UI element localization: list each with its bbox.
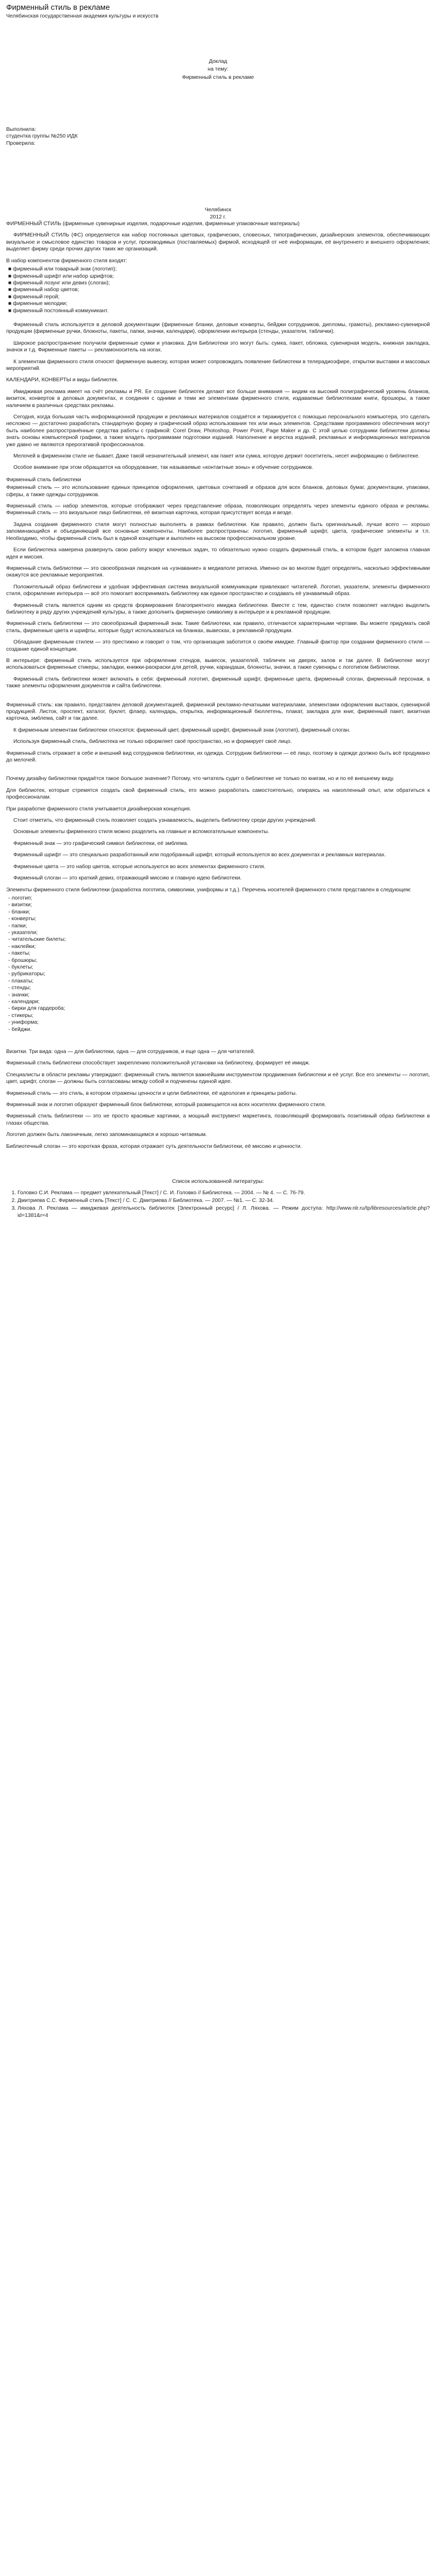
section2-paragraph: Фирменный стиль библиотеки — это своеобразная лицензия на «узнавание» в медиаполе региона. Именно он во многом будет определять, насколько эффективными окажутся все рекламные мероприятия. — [6, 565, 430, 579]
section3-paragraph: Основные элементы фирменного стиля можно разделить на главные и вспомогательные компоненты. — [13, 829, 270, 835]
document-page — [0, 0, 436, 1261]
carriers-intro: Элементы фирменного стиля библиотеки (разработка логотипа, символики, униформы и т.д.). Перечень носителей фирменного стиля представлен в следующем: — [6, 887, 412, 893]
body-paragraph: Сегодня, когда большая часть информационной продукции и рекламных материалов создаётся и тиражируется с помощью персонального компьютера, это сделать несложно — достаточно разработать стандартную форму и графический образ использования тех или иных элементов. Средствами программного обеспечения могут быть наиболее распространённые средства работы с графикой: Corel Draw, Photoshop, Power Point, Page Maker и др. С этой целью сотрудники библиотеки должны знать основы компьютерной графики, а также владеть программами подготовки изданий. Наполнение и верстка изданий, рекламных и информационных материалов уже давно не являются прерогативой профессионалов. — [6, 414, 430, 448]
body-paragraph: КАЛЕНДАРИ, КОНВЕРТЫ и виды библиотек. — [6, 377, 118, 383]
list-item: - бейджи. — [8, 1026, 32, 1032]
body-paragraph: Особое внимание при этом обращается на оборудование, так называемые «контактные зоны» и обучение сотрудников. — [13, 465, 313, 471]
city-year-block — [6, 207, 430, 221]
list-item: - плакаты; — [8, 978, 34, 984]
section3-paragraph: Фирменные цвета — это набор цветов, которые используются во всех элементах фирменного стиля. — [13, 863, 266, 870]
closing-paragraph: Библиотечный слоган — это короткая фраза, которая отражает суть деятельности библиотеки, её миссию и ценности. — [6, 1143, 302, 1149]
list-item: - наклейки; — [8, 943, 36, 950]
list-item: - конверты; — [8, 916, 37, 922]
list-item: ■ фирменный постоянный коммуникант. — [8, 308, 109, 314]
closing-paragraph: Фирменный стиль библиотеки — это не просто красивые картинки, а мощный инструмент маркетинга, позволяющий формировать позитивный образ библиотеки в глазах общества. — [6, 1113, 430, 1126]
closing-paragraph: Специалисты в области рекламы утверждают: фирменный стиль является важнейшим инструментом продвижения библиотеки и её услуг. Все его элементы — логотип, цвет, шрифт, слоган — должны быть согласованы между собой и подчинены единой идее. — [6, 1072, 430, 1085]
list-item: - папки; — [8, 923, 27, 929]
list-item: ■ фирменный лозунг или девиз (слоган); — [8, 280, 110, 286]
city: Челябинск — [204, 207, 232, 213]
section3-paragraph: Фирменный знак — это графический символ библиотеки, её эмблема. — [13, 840, 188, 846]
performed-by: студентка группы №250 ИДК — [6, 133, 78, 140]
section2-paragraph: Фирменный стиль — это использование единых принципов оформления, цветовых сочетаний и образов для всех бланков, деловых бумаг, документации, упаковки, сферы, а также одежды сотрудников. — [6, 485, 430, 498]
list-item: - стенды; — [8, 985, 31, 991]
doc-type: Доклад — [208, 58, 228, 64]
list-item: - брошюры; — [8, 957, 38, 963]
section2-paragraph: В интерьере: фирменный стиль используется при оформлении стендов, вывесок, указателей, табличек на дверях, залов и так далее. В библиотеке могут использоваться фирменные стикеры, закладки, книжки-раскраски для детей, ручки, карандаши, блокноты, значки, а также сувениры с логотипом библиотеки. — [6, 657, 430, 671]
section3-paragraph: Для библиотек, которые стремятся создать свой фирменный стиль, его можно разработать самостоятельно, опираясь на накопленный опыт, или обратиться к профессионалам. — [6, 787, 430, 801]
section2-paragraph: Фирменный стиль — набор элементов, которые отображают через представление образа, позволяющих определять через элементы единого образа и рекламы. Фирменный стиль — это визуальное лицо библиотеки, её визитная карточка, которая присутствует всегда и везде. — [6, 503, 430, 516]
performed-label: Выполнила: — [6, 127, 36, 133]
reference-item: 3. Ляхова Л. Реклама — имиджевая деятельность библиотек [Электронный ресурс] / Л. Ляхова. — Режим доступа: http://www.nlr.ru/tp/libresources/article.php?id=1381&r=4 — [18, 1205, 430, 1219]
body-paragraph: Фирменный стиль используется в деловой документации (фирменные бланки, деловые конверты, бейджи сотрудников, дипломы, грамоты), рекламно-сувенирной продукции (фирменные ручки, блокноты, пакеты, папки, значки, календари), оформлении интерьера (стенды, указатели, таблички). — [6, 321, 430, 335]
list-item: - бланки; — [8, 909, 30, 915]
section2-paragraph: Задача создания фирменного стиля могут полностью выполнять в рамках библиотеки. Как правило, должен быть оригинальный, лучше всего — хорошо запоминающийся и объединяющий все основные компоненты. Наиболее распространены: логотип, фирменный шрифт, цвета, графические элементы и т.п. Необходимо, чтобы фирменный стиль был в единой концепции и выполнен на высоком профессиональном уровне. — [6, 521, 430, 541]
list-item: - рубрикаторы; — [8, 971, 45, 977]
section2-paragraph: Если библиотека намерена развернуть свою работу вокруг ключевых задач, то обязательно нужно создать фирменный стиль, в котором будет заложена главная идея и миссия. — [6, 547, 430, 560]
intro-paragraph-0: ФИРМЕННЫЙ СТИЛЬ (фирменные сувенирные изделия, подарочные изделия, фирменные упаковочные материалы) — [6, 221, 300, 227]
list-item: ■ фирменный шрифт или набор шрифтов; — [8, 273, 114, 279]
intro-paragraph-1: ФИРМЕННЫЙ СТИЛЬ (ФС) определяется как набор постоянных цветовых, графических, словесных, типографических, дизайнерских элементов, обеспечивающих визуальное и смысловое единство товаров и услуг, производимых (поставляемых) фирмой, исходящей от неё информации, её внутреннего и внешнего оформления; выделяет фирму среди прочих других таких же организаций. — [6, 232, 430, 252]
list-item: - календари; — [8, 999, 40, 1005]
section-heading: Фирменный стиль библиотеки — [6, 477, 81, 483]
components-list — [6, 266, 430, 314]
list-item: - стикеры; — [8, 1012, 33, 1019]
list-item: ■ фирменные мелодии; — [8, 301, 67, 307]
section3-paragraph: Фирменный шрифт — это специально разработанный или подобранный шрифт, который используется во всех документах и рекламных материалах. — [13, 852, 386, 858]
references-list — [6, 1190, 430, 1219]
list-item: - читательские билеты; — [8, 937, 66, 943]
list-item: - визитки; — [8, 902, 32, 908]
list-item: - пакеты; — [8, 951, 30, 957]
section2-paragraph: Фирменный стиль библиотеки — это своеобразный фирменный знак. Такие библиотеки, как правило, отличаются характерными чертами. Вы можете придумать свой стиль, фирменные цвета и шрифты, которые будут использоваться на бланках, вывесках, в рекламной продукции. — [6, 621, 430, 634]
section3-paragraph: Фирменный стиль: как правило, представлен деловой документацией, фирменной рекламно-печатными материалами, элементами оформления выставок, сувенирной продукцией. Листок, проспект, каталог, буклет, флаер, календарь, открытка, информационный бюллетень, плакат, закладка для книг, фирменный пакет, визитная карточка, эмблема, сайт и так далее. — [6, 702, 430, 722]
carriers-list — [6, 895, 430, 1033]
list-item: - указатели; — [8, 929, 38, 936]
closing-paragraph: Логотип должен быть лаконичным, легко запоминающимся и хорошо читаемым. — [6, 1132, 207, 1138]
section3-paragraph: К фирменным элементам библиотеки относятся: фирменный цвет, фирменный шрифт, фирменный знак (логотип), фирменный слоган. — [13, 727, 351, 733]
list-item: - униформа; — [8, 1020, 39, 1026]
section2-paragraph: Фирменный стиль библиотеки может включать в себя: фирменный логотип, фирменный шрифт, фирменные цвета, фирменный слоган, фирменный персонаж, а также элементы оформления документов и сайта библиотеки. — [6, 676, 430, 689]
list-item: - буклеты; — [8, 964, 33, 970]
closing-paragraph: Фирменный стиль библиотеки способствует закреплению положительной установки на библиотеку, формирует её имидж. — [6, 1060, 310, 1066]
institution-name: Челябинская государственная академия культуры и искусств — [6, 13, 159, 20]
section3-paragraph: Стоит отметить, что фирменный стиль позволяет создать узнаваемость, выделить библиотеку среди других учреждений. — [13, 818, 317, 824]
list-item: - бирки для гардероба; — [8, 1006, 65, 1012]
list-item: - логотип; — [8, 895, 32, 901]
list-item: ■ фирменный или товарный знак (логотип); — [8, 266, 117, 273]
references-title: Список использованной литературы: — [172, 1179, 264, 1185]
list-item: ■ фирменный герой; — [8, 294, 60, 300]
section3-paragraph: Почему дизайну библиотеки придаётся такое большое значение? Потому, что читатель судит о библиотеке не только по книгам, но и по её внешнему виду. — [6, 776, 394, 782]
page-title: Фирменный стиль в рекламе — [6, 3, 110, 12]
body-paragraph: К элементам фирменного стиля относят фирменную вывеску, которая может сопровождать появление библиотеки в телерадиоэфире, открытки выставки и массовых мероприятий. — [6, 359, 430, 371]
section2-paragraph: Обладание фирменным стилем — это престижно и говорит о том, что организация заботится о своём имидже. Главный фактор при создании фирменного стиля — создание единой концепции. — [6, 639, 430, 652]
components-intro: В набор компонентов фирменного стиля входят: — [6, 258, 128, 264]
section3-paragraph: Фирменный слоган — это краткий девиз, отражающий миссию и главную идею библиотеки. — [13, 875, 242, 882]
list-item: - значки; — [8, 992, 30, 998]
section2-paragraph: Положительный образ библиотеки и удобная эффективная система визуальной коммуникации привлекают читателей. Логотип, указатели, элементы фирменного стиля, оформление интерьера — всё это помогает воспринимать библиотеку как единое пространство и создавать её узнаваемый образ. — [6, 584, 430, 597]
closing-paragraph: Фирменный знак и логотип образуют фирменный блок библиотеки, который размещается на всех носителях фирменного стиля. — [6, 1102, 326, 1108]
section3-paragraph: При разработке фирменного стиля учитывается дизайнерская концепция. — [6, 806, 191, 812]
reference-item: 1. Головко С.И. Реклама — предмет увлекательный [Текст] / С. И. Головко // Библиотека. — 2004. — № 4. — С. 76-79. — [18, 1190, 430, 1196]
list-item: ■ фирменный набор цветов; — [8, 287, 79, 293]
author-block — [6, 126, 430, 147]
cover-block — [6, 58, 430, 81]
section3-paragraph: Фирменный стиль отражает в себе и внешний вид сотрудников библиотеки, их одежда. Сотрудник библиотеки — её лицо, поэтому в одежде должно быть всё продумано до мелочей. — [6, 750, 430, 764]
closing-paragraph: Фирменный стиль — это стиль, в котором отражены ценности и цели библиотеки, её идеология и принципы работы. — [6, 1090, 297, 1096]
year: 2012 г. — [210, 214, 226, 220]
doc-topic: Фирменный стиль в рекламе — [182, 74, 254, 80]
body-paragraph: Мелочей в фирменном стиле не бывает. Даже такой незначительный элемент, как пакет или сумка, которую держит посетитель, несет информацию о библиотеке. — [13, 453, 420, 460]
on-topic-label: на тему: — [207, 66, 229, 73]
body-paragraph: Имидживая реклама имеет на счёт рекламы и PR. Ее создание библиотек делают все больше внимания — видим на высокий полиграфический уровень бланков, визиток, конвертов в деловых документах, и соединяя с одними и теми же элементами фирменного стиля, издаваемые библиотеками книги, брошюры, а также наличием в различных средствах рекламы. — [6, 388, 430, 409]
section2-paragraph: Фирменный стиль является одним из средств формирования благоприятного имиджа библиотеки. Вместе с тем, единство стиля позволяет наглядно выделить библиотеку в ряду других учреждений культуры, а также дополнить фирменную символику в интерьере и в рекламной продукции. — [6, 602, 430, 615]
body-paragraph: Широкое распространение получили фирменные сумки и упаковка. Для Библиотеки это могут быть: сумка, пакет, обложка, сувенирная модель, книжная закладка, значок и т.д. Фирменные пакеты — рекламоноситель на ногах. — [6, 340, 430, 353]
reference-item: 2. Дмитриева С.С. Фирменный стиль [Текст] / С. С. Дмитриева // Библиотека. — 2007. — №1. — С. 32-34. — [18, 1197, 430, 1204]
checked-label: Проверила: — [6, 140, 36, 146]
closing-paragraph: Визитки. Три вида: одна — для библиотеки, одна — для сотрудников, и еще одна — для читателей. — [6, 1049, 255, 1055]
section3-paragraph: Используя фирменный стиль, библиотека не только оформляет своё пространство, но и формирует своё лицо. — [13, 739, 292, 745]
